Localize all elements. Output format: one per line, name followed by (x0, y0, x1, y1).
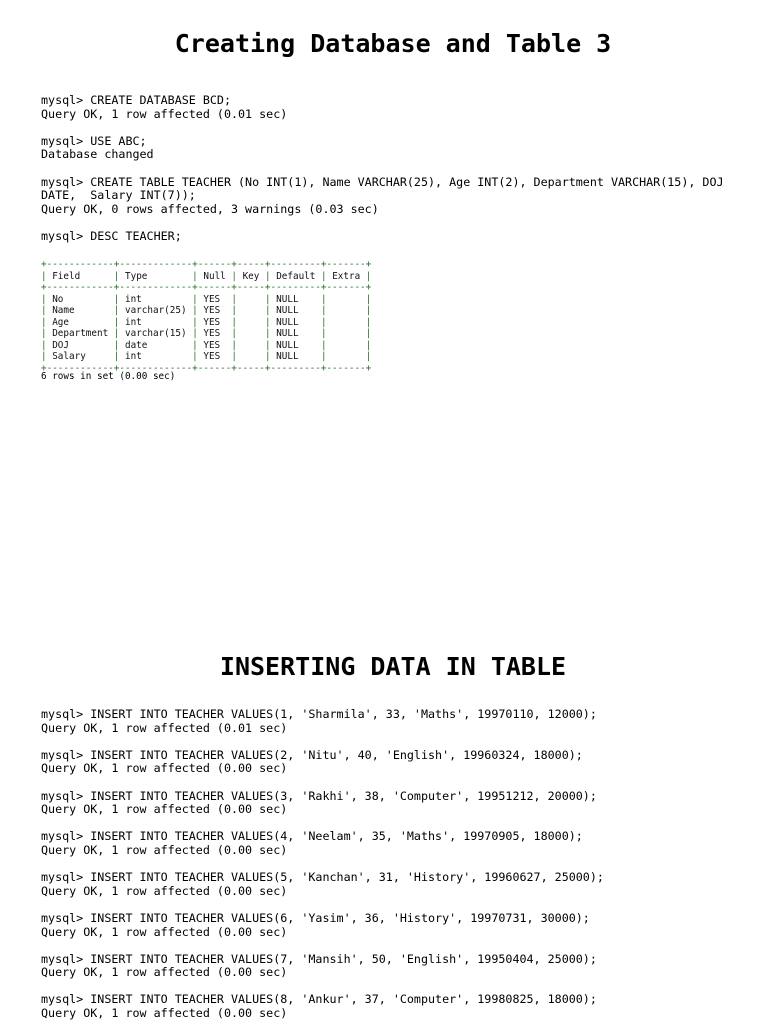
table-cell: Salary (52, 351, 86, 362)
sql-session-insert (41, 708, 604, 1034)
table-cell: YES (203, 328, 221, 339)
insert-command (41, 871, 604, 898)
insert-command (41, 708, 604, 735)
table-row: | Department | varchar(15) | YES | | NULL | | (41, 328, 372, 339)
insert-command (41, 953, 604, 980)
table-cell: Extra (332, 270, 361, 282)
command-line: mysql> INSERT INTO TEACHER VALUES(1, 'Sharmila', 33, 'Maths', 19970110, 12000); (41, 707, 597, 721)
insert-command (41, 912, 604, 939)
table-cell: Field (52, 270, 81, 282)
insert-command (41, 790, 604, 817)
table-separator: +------------+-------------+------+-----+---------+-------+ (41, 282, 372, 293)
output-line: Query OK, 1 row affected (0.00 sec) (41, 883, 288, 898)
command-line: mysql> INSERT INTO TEACHER VALUES(7, 'Mansih', 50, 'English', 19950404, 25000); (41, 951, 597, 966)
table-cell: YES (203, 351, 221, 362)
create-command (41, 94, 724, 121)
output-line: Query OK, 1 row affected (0.01 sec) (41, 720, 288, 735)
table-cell: NULL (276, 316, 299, 328)
command-line: mysql> CREATE TABLE TEACHER (No INT(1), Name VARCHAR(25), Age INT(2), Department VARCHAR(15), DOJ (41, 174, 724, 189)
command-line: mysql> INSERT INTO TEACHER VALUES(4, 'Neelam', 35, 'Maths', 19970905, 18000); (41, 829, 583, 844)
output-line: Query OK, 1 row affected (0.00 sec) (41, 802, 288, 817)
table-cell: NULL (276, 305, 299, 316)
insert-command (41, 993, 604, 1020)
output-line: Query OK, 0 rows affected, 3 warnings (0.03 sec) (41, 201, 379, 216)
output-line: Database changed (41, 147, 154, 162)
table-cell: YES (203, 305, 221, 316)
table-cell: NULL (276, 339, 299, 351)
table-cell: Age (52, 316, 69, 328)
table-row: | Age | int | YES | | NULL | | (41, 316, 372, 328)
table-cell: int (125, 351, 142, 362)
table-cell: NULL (276, 328, 299, 339)
table-header-row: | Field | Type | Null | Key | Default | Extra | (41, 270, 372, 282)
command-line: mysql> DESC TEACHER; (41, 228, 182, 243)
section-title-creating: Creating Database and Table 3 (174, 29, 612, 58)
command-line: mysql> INSERT INTO TEACHER VALUES(8, 'Ankur', 37, 'Computer', 19980825, 18000); (41, 992, 597, 1007)
insert-command (41, 749, 604, 776)
table-separator: +------------+-------------+------+-----+---------+-------+ (41, 259, 372, 270)
output-line: Query OK, 1 row affected (0.00 sec) (41, 965, 288, 980)
output-line: Query OK, 1 row affected (0.00 sec) (41, 761, 288, 776)
table-cell: Null (203, 270, 226, 282)
table-cell: YES (203, 316, 221, 328)
table-cell: int (124, 293, 142, 305)
command-line: mysql> INSERT INTO TEACHER VALUES(3, 'Rakhi', 38, 'Computer', 19951212, 20000); (41, 788, 597, 803)
desc-result-footer: 6 rows in set (0.00 sec) (41, 371, 176, 382)
table-row: | Salary | int | YES | | NULL | | (41, 351, 372, 362)
table-cell: varchar(25) (124, 305, 187, 316)
sql-session-create (41, 94, 724, 257)
table-cell: YES (203, 339, 221, 351)
command-line: mysql> INSERT INTO TEACHER VALUES(5, 'Kanchan', 31, 'History', 19960627, 25000); (41, 870, 604, 885)
table-cell: DOJ (52, 339, 69, 351)
table-cell: varchar(15) (125, 328, 187, 339)
table-cell: Default (276, 270, 316, 282)
table-cell: Key (242, 270, 260, 282)
command-line: mysql> INSERT INTO TEACHER VALUES(6, 'Yasim', 36, 'History', 19970731, 30000); (41, 910, 590, 925)
output-line: DATE, Salary INT(7)); (41, 188, 196, 203)
create-command (41, 176, 724, 217)
table-cell: int (124, 316, 142, 328)
table-cell: Department (52, 328, 109, 339)
table-cell: date (124, 339, 148, 351)
command-line: mysql> INSERT INTO TEACHER VALUES(2, 'Nitu', 40, 'English', 19960324, 18000); (41, 747, 583, 762)
command-line: mysql> CREATE DATABASE BCD; (41, 93, 231, 107)
table-cell: NULL (276, 293, 299, 305)
table-cell: No (52, 293, 64, 305)
table-cell: NULL (276, 351, 299, 362)
output-line: Query OK, 1 row affected (0.00 sec) (41, 924, 288, 939)
desc-teacher-table (41, 259, 371, 374)
table-separator: +------------+-------------+------+-----+---------+-------+ (41, 362, 372, 374)
insert-command (41, 830, 604, 857)
output-line: Query OK, 1 row affected (0.01 sec) (41, 106, 288, 121)
section-title-inserting: INSERTING DATA IN TABLE (219, 652, 567, 681)
command-line: mysql> USE ABC; (41, 133, 147, 148)
table-row: | No | int | YES | | NULL | | (41, 293, 372, 305)
create-command (41, 230, 724, 244)
table-cell: YES (203, 293, 221, 305)
table-cell: Type (125, 270, 148, 282)
create-command (41, 135, 724, 162)
output-line: Query OK, 1 row affected (0.00 sec) (41, 842, 288, 857)
output-line: Query OK, 1 row affected (0.00 sec) (41, 1006, 288, 1021)
table-row: | Name | varchar(25) | YES | | NULL | | (41, 305, 372, 316)
table-row: | DOJ | date | YES | | NULL | | (41, 339, 372, 351)
table-cell: Name (52, 305, 75, 316)
